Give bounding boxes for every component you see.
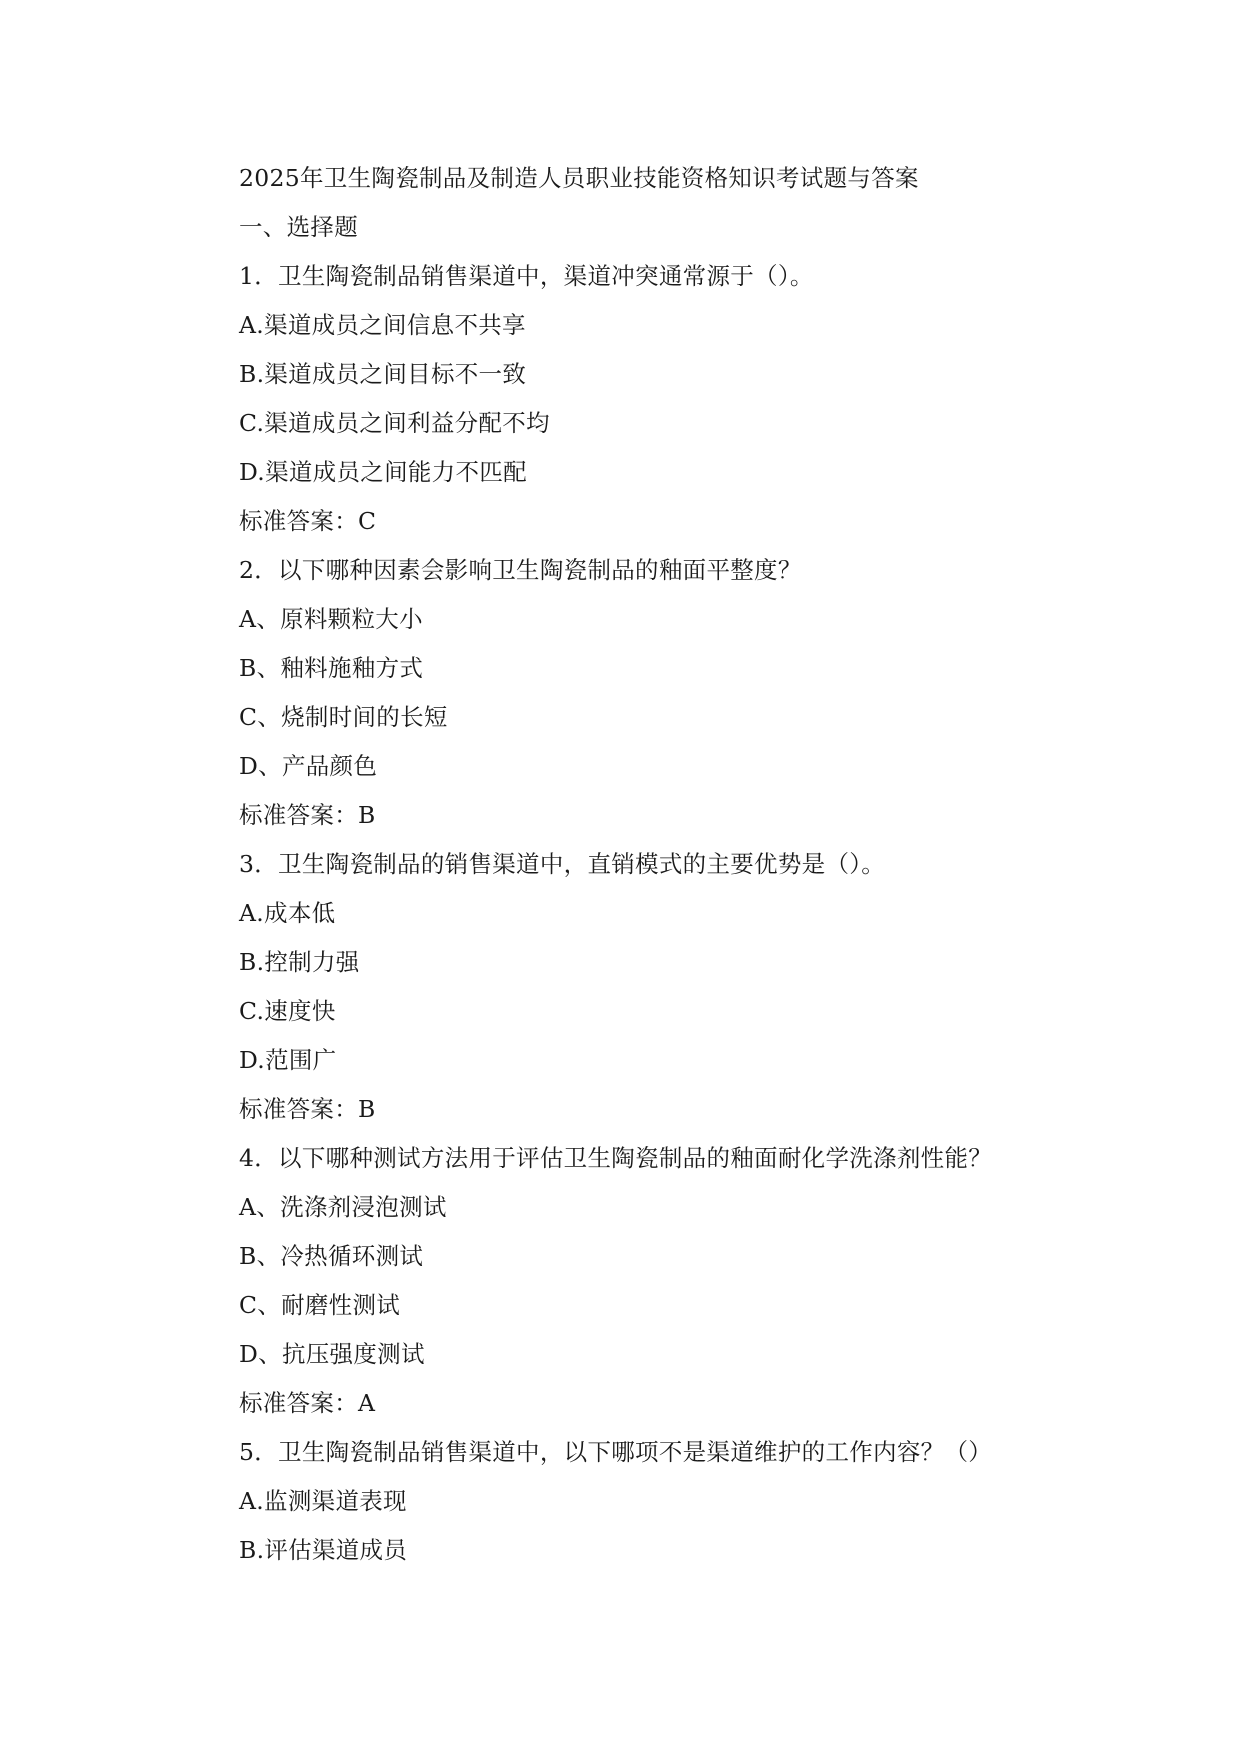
document-body (239, 154, 1039, 1575)
question-option: C.渠道成员之间利益分配不均 (239, 409, 550, 437)
section-heading: 一、选择题 (239, 213, 358, 241)
question-stem: 1．卫生陶瓷制品销售渠道中，渠道冲突通常源于（）。 (239, 262, 814, 290)
question-option: D.渠道成员之间能力不匹配 (239, 458, 527, 486)
question-stem: 2．以下哪种因素会影响卫生陶瓷制品的釉面平整度？ (239, 556, 802, 584)
question-option: D、抗压强度测试 (239, 1340, 425, 1368)
question-answer: 标准答案：C (239, 507, 377, 535)
question-option: C.速度快 (239, 997, 336, 1025)
question-stem: 5．卫生陶瓷制品销售渠道中，以下哪项不是渠道维护的工作内容？（） (239, 1438, 993, 1466)
question-option: A、洗涤剂浸泡测试 (239, 1193, 447, 1221)
question-option: D、产品颜色 (239, 752, 378, 780)
question-option: B.评估渠道成员 (239, 1536, 408, 1564)
question-option: B、釉料施釉方式 (239, 654, 424, 682)
question-stem: 4．以下哪种测试方法用于评估卫生陶瓷制品的釉面耐化学洗涤剂性能？ (239, 1144, 993, 1172)
question-option: B.渠道成员之间目标不一致 (239, 360, 527, 388)
question-option: D.范围广 (239, 1046, 337, 1074)
question-option: C、烧制时间的长短 (239, 703, 448, 731)
question-option: C、耐磨性测试 (239, 1291, 401, 1319)
question-option: A.渠道成员之间信息不共享 (239, 311, 526, 339)
question-answer: 标准答案：B (239, 801, 376, 829)
question-option: A.监测渠道表现 (239, 1487, 407, 1515)
question-stem: 3．卫生陶瓷制品的销售渠道中，直销模式的主要优势是（）。 (239, 850, 886, 878)
question-option: A、原料颗粒大小 (239, 605, 423, 633)
question-option: B、冷热循环测试 (239, 1242, 424, 1270)
question-option: A.成本低 (239, 899, 336, 927)
question-option: B.控制力强 (239, 948, 360, 976)
document-title: 2025年卫生陶瓷制品及制造人员职业技能资格知识考试题与答案 (239, 164, 919, 192)
question-answer: 标准答案：A (239, 1389, 376, 1417)
question-answer: 标准答案：B (239, 1095, 376, 1123)
